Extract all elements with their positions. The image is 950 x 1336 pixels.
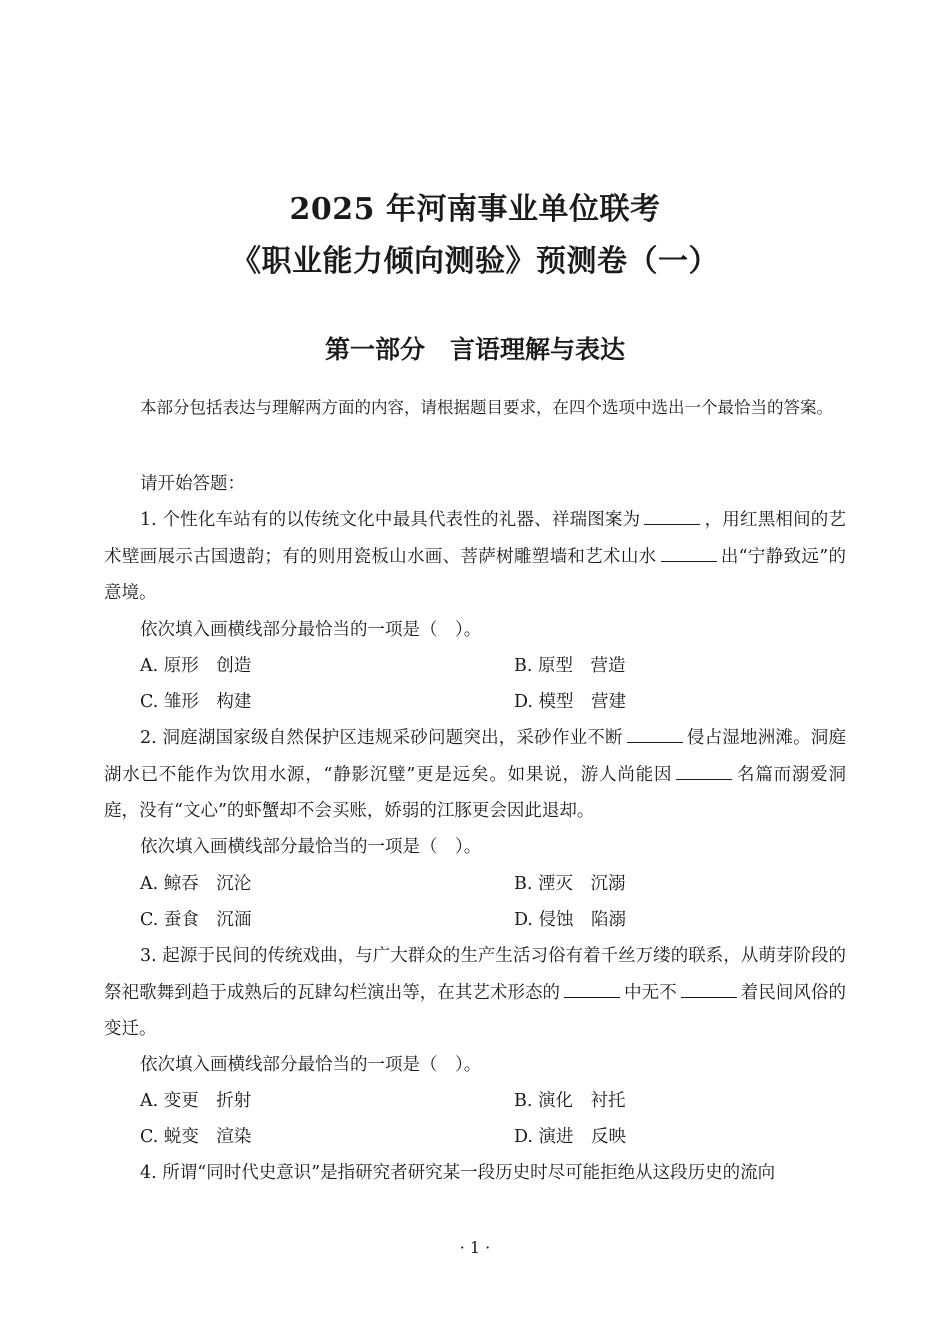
question-1-prompt: 依次填入画横线部分最恰当的一项是（ ）。 <box>140 620 482 640</box>
answer-blank <box>681 979 737 998</box>
q3-option-c[interactable]: C. 蜕变 渲染 <box>140 1127 252 1147</box>
question-1 <box>104 502 846 612</box>
q1-option-b[interactable]: B. 原型 营造 <box>514 656 626 676</box>
q2-option-d[interactable]: D. 侵蚀 陷溺 <box>514 910 627 930</box>
q3-option-a[interactable]: A. 变更 折射 <box>140 1091 252 1111</box>
answer-blank <box>676 761 732 780</box>
section-intro: 本部分包括表达与理解两方面的内容，请根据题目要求，在四个选项中选出一个最恰当的答案。 <box>140 398 833 417</box>
page-number: · 1 · <box>459 1238 491 1257</box>
question-2-text-c: 名篇而溺爱洞庭，没有“文心”的虾蟹却不会买账，娇弱的江豚更会因此退却。 <box>104 764 846 821</box>
q2-option-b[interactable]: B. 湮灭 沉溺 <box>514 874 626 894</box>
q1-option-c[interactable]: C. 雏形 构建 <box>140 692 252 712</box>
answer-blank <box>627 724 683 743</box>
question-1-text-a: 1. 个性化车站有的以传统文化中最具代表性的礼器、祥瑞图案为 <box>140 510 641 530</box>
question-3-text-c: 着民间风俗的变迁。 <box>104 982 847 1039</box>
question-3-text-a: 3. 起源于民间的传统戏曲，与广大群众的生产生活习俗有着千丝万缕的联系，从萌芽阶段的祭祀歌舞到趋于成熟后的瓦肆勾栏演出等，在其艺术形态的 <box>104 946 846 1003</box>
q3-option-d[interactable]: D. 演进 反映 <box>514 1127 627 1147</box>
question-3 <box>104 938 846 1048</box>
question-2 <box>104 720 846 830</box>
question-3-text-b: 中无不 <box>624 982 677 1003</box>
title-line-1: 2025 年河南事业单位联考 <box>289 192 661 227</box>
answer-blank <box>564 979 620 998</box>
question-4: 4. 所谓“同时代史意识”是指研究者研究某一段历史时尽可能拒绝从这段历史的流向 <box>140 1163 776 1183</box>
question-1-text-c: 出“宁静致远”的意境。 <box>104 546 846 603</box>
question-3-prompt: 依次填入画横线部分最恰当的一项是（ ）。 <box>140 1055 482 1075</box>
q3-option-b[interactable]: B. 演化 衬托 <box>514 1091 626 1111</box>
section-title: 第一部分 言语理解与表达 <box>324 335 625 364</box>
question-2-text-b: 侵占湿地洲滩。洞庭湖水已不能作为饮用水源，“静影沉璧”更是远矣。如果说，游人尚能因 <box>104 728 846 785</box>
q1-option-d[interactable]: D. 模型 营建 <box>514 692 627 712</box>
answer-blank <box>661 543 717 562</box>
answer-blank <box>644 506 700 525</box>
q1-option-a[interactable]: A. 原形 创造 <box>140 656 252 676</box>
q2-option-a[interactable]: A. 鲸吞 沉沦 <box>140 874 252 894</box>
title-line-2: 《职业能力倾向测验》预测卷（一） <box>231 244 719 279</box>
question-1-text-b: ，用红黑相间的艺术壁画展示古国遗韵；有的则用瓷板山水画、菩萨树雕塑墙和艺术山水 <box>104 510 846 567</box>
start-prompt: 请开始答题： <box>140 474 245 494</box>
question-2-prompt: 依次填入画横线部分最恰当的一项是（ ）。 <box>140 837 482 857</box>
q2-option-c[interactable]: C. 蚕食 沉湎 <box>140 910 252 930</box>
question-2-text-a: 2. 洞庭湖国家级自然保护区违规采砂问题突出，采砂作业不断 <box>140 728 623 748</box>
